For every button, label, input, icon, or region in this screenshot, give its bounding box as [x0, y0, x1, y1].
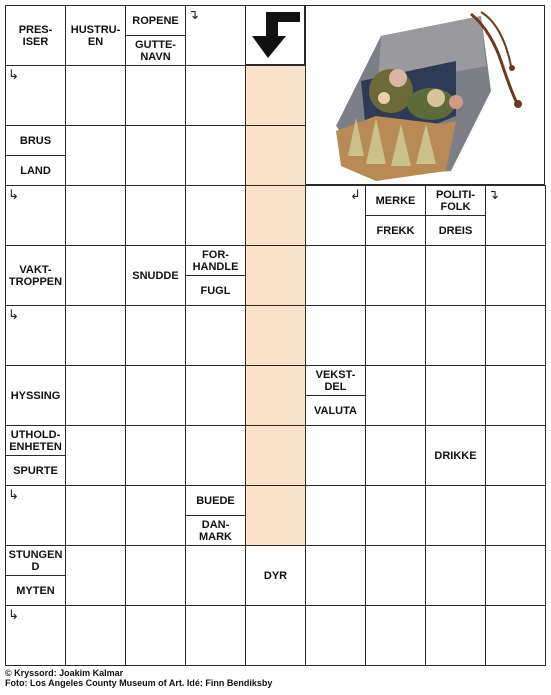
answer-cell[interactable]: [485, 485, 546, 546]
answer-cell[interactable]: [65, 65, 126, 126]
answer-cell[interactable]: [125, 185, 186, 246]
answer-cell[interactable]: [425, 245, 486, 306]
answer-cell[interactable]: [185, 185, 246, 246]
solution-cell-highlighted[interactable]: [245, 65, 306, 126]
beaded-purse-photo: [305, 5, 545, 185]
answer-cell[interactable]: [425, 485, 486, 546]
answer-cell[interactable]: [125, 65, 186, 126]
answer-cell[interactable]: [365, 545, 426, 606]
answer-cell[interactable]: [185, 65, 246, 126]
arrow-right-down-icon: ↳: [8, 487, 19, 502]
arrow-down-right-icon: ↴: [488, 187, 499, 202]
answer-cell[interactable]: [485, 245, 546, 306]
answer-cell[interactable]: [125, 125, 186, 186]
answer-cell[interactable]: [65, 545, 126, 606]
clue-forhandle: FOR- HANDLE: [185, 245, 246, 276]
solution-cell-highlighted[interactable]: [245, 185, 306, 246]
solution-cell-highlighted[interactable]: [245, 125, 306, 186]
arrow-right-down-icon: ↳: [8, 187, 19, 202]
answer-cell[interactable]: [125, 605, 186, 666]
solution-cell-highlighted[interactable]: [245, 305, 306, 366]
answer-cell[interactable]: [365, 305, 426, 366]
answer-cell[interactable]: [125, 365, 186, 426]
solution-cell-highlighted[interactable]: [245, 485, 306, 546]
arrow-down-right-icon: ↴: [188, 7, 199, 22]
answer-cell[interactable]: [65, 605, 126, 666]
answer-cell[interactable]: [305, 605, 366, 666]
answer-cell[interactable]: [65, 425, 126, 486]
answer-cell[interactable]: [185, 425, 246, 486]
answer-cell[interactable]: [485, 545, 546, 606]
clue-drikke: DRIKKE: [425, 425, 486, 486]
answer-cell[interactable]: [65, 125, 126, 186]
answer-cell[interactable]: [65, 245, 126, 306]
answer-cell[interactable]: [125, 545, 186, 606]
clue-guttenavn: GUTTE- NAVN: [125, 35, 186, 66]
big-down-left-arrow-icon: [245, 5, 305, 65]
clue-vekstdel: VEKST- DEL: [305, 365, 366, 396]
arrow-right-down-icon: ↳: [8, 67, 19, 82]
answer-cell[interactable]: [65, 185, 126, 246]
solution-cell-highlighted[interactable]: [245, 425, 306, 486]
answer-cell[interactable]: [305, 305, 366, 366]
clue-spurte: SPURTE: [5, 455, 66, 486]
answer-cell[interactable]: [65, 365, 126, 426]
answer-cell[interactable]: [125, 425, 186, 486]
solution-cell-highlighted[interactable]: [245, 365, 306, 426]
answer-cell[interactable]: [125, 485, 186, 546]
answer-cell[interactable]: [365, 365, 426, 426]
answer-cell[interactable]: [425, 605, 486, 666]
answer-cell[interactable]: [185, 305, 246, 366]
clue-ropene: ROPENE: [125, 5, 186, 36]
credits-line-2: Foto: Los Angeles County Museum of Art. Idé: Finn Bendiksby: [5, 678, 273, 688]
clue-buede: BUEDE: [185, 485, 246, 516]
clue-valuta: VALUTA: [305, 395, 366, 426]
clue-brus: BRUS: [5, 125, 66, 156]
answer-cell[interactable]: [425, 545, 486, 606]
solution-cell-highlighted[interactable]: [245, 245, 306, 306]
credits: [5, 668, 272, 688]
answer-cell[interactable]: [245, 605, 306, 666]
answer-cell[interactable]: [425, 305, 486, 366]
clue-danmark: DAN- MARK: [185, 515, 246, 546]
arrow-right-down-icon: ↳: [8, 607, 19, 622]
clue-myten: MYTEN: [5, 575, 66, 606]
clue-fugl: FUGL: [185, 275, 246, 306]
clue-vakttroppen: VAKT- TROPPEN: [5, 245, 66, 306]
clue-snudde: SNUDDE: [125, 245, 186, 306]
answer-cell[interactable]: [365, 425, 426, 486]
answer-cell[interactable]: [185, 125, 246, 186]
clue-preser: PRES- ISER: [5, 5, 66, 66]
answer-cell[interactable]: [305, 425, 366, 486]
answer-cell[interactable]: [485, 605, 546, 666]
answer-cell[interactable]: [305, 485, 366, 546]
answer-cell[interactable]: [425, 365, 486, 426]
clue-land: LAND: [5, 155, 66, 186]
clue-dreis: DREIS: [425, 215, 486, 246]
clue-stungend: STUNGEN D: [5, 545, 66, 576]
clue-merke: MERKE: [365, 185, 426, 216]
clue-hustruen: HUSTRU- EN: [65, 5, 126, 66]
answer-cell[interactable]: [485, 305, 546, 366]
answer-cell[interactable]: [125, 305, 186, 366]
answer-cell[interactable]: [305, 545, 366, 606]
answer-cell[interactable]: [185, 605, 246, 666]
credits-line-1: © Kryssord: Joakim Kalmar: [5, 668, 124, 678]
clue-utholdenheten: UTHOLD- ENHETEN: [5, 425, 66, 456]
clue-politifolk: POLITI- FOLK: [425, 185, 486, 216]
clue-dyr: DYR: [245, 545, 306, 606]
answer-cell[interactable]: [305, 245, 366, 306]
answer-cell[interactable]: [185, 365, 246, 426]
answer-cell[interactable]: [65, 485, 126, 546]
answer-cell[interactable]: [185, 545, 246, 606]
clue-frekk: FREKK: [365, 215, 426, 246]
answer-cell[interactable]: [365, 245, 426, 306]
arrow-right-down-icon: ↳: [8, 307, 19, 322]
clue-hyssing: HYSSING: [5, 365, 66, 426]
answer-cell[interactable]: [365, 485, 426, 546]
answer-cell[interactable]: [65, 305, 126, 366]
answer-cell[interactable]: [485, 425, 546, 486]
answer-cell[interactable]: [485, 365, 546, 426]
arrow-left-down-icon: ↲: [350, 187, 361, 202]
answer-cell[interactable]: [365, 605, 426, 666]
